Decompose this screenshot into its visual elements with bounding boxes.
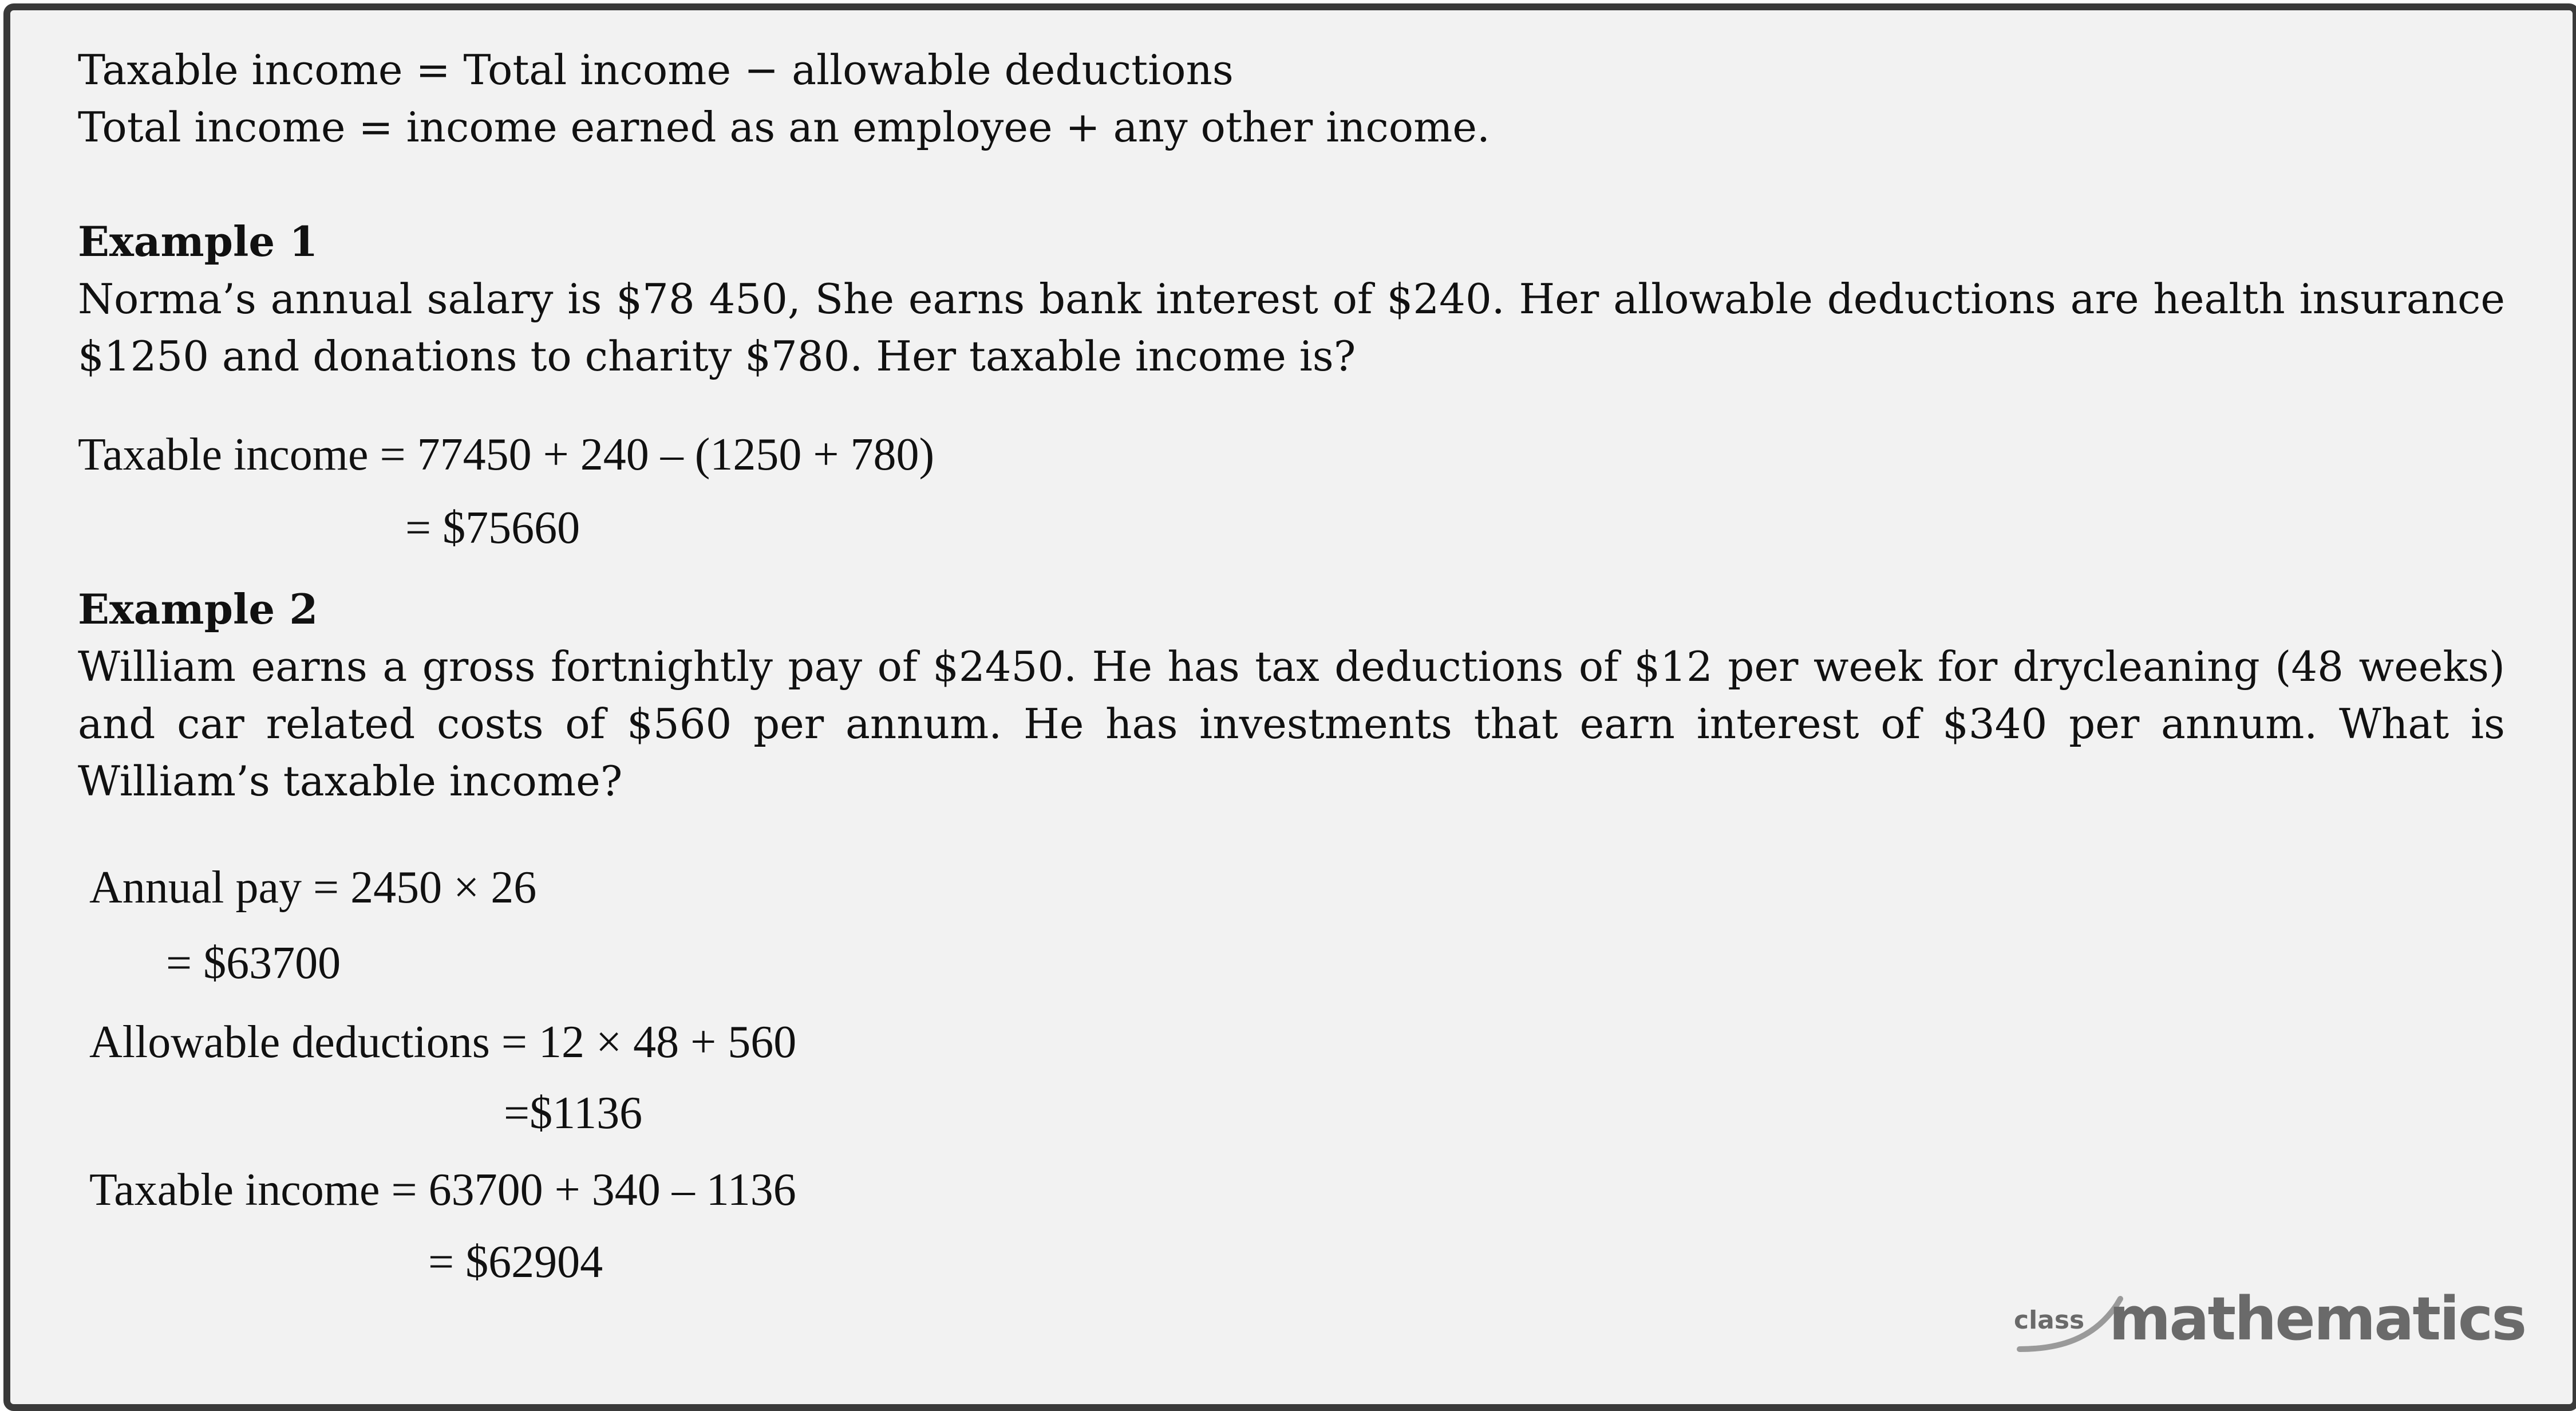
allowable-deductions-line: Allowable deductions = 12 × 48 + 560 (89, 1017, 797, 1067)
example-1-step-2: = $75660 (405, 503, 580, 553)
example-1-step-1: Taxable income = 77450 + 240 – (1250 + 780) (78, 429, 935, 480)
total-income-definition: Total income = income earned as an employee + any other income. (78, 103, 1490, 151)
example-1-heading: Example 1 (78, 217, 318, 266)
annual-pay-result: = $63700 (166, 938, 341, 988)
example-1-problem: Norma’s annual salary is $78 450, She earns bank interest of $240. Her allowable deductions are health insurance $1250 and donations to charity $780. Her taxable income is? (78, 275, 2505, 380)
taxable-income-definition: Taxable income = Total income − allowable deductions (78, 46, 1234, 94)
class-mathematics-logo (2008, 1282, 2526, 1356)
logo-mathematics-text: mathematics (2109, 1284, 2526, 1354)
annual-pay-line: Annual pay = 2450 × 26 (89, 862, 537, 913)
example-2-problem: William earns a gross fortnightly pay of $2450. He has tax deductions of $12 per week for drycleaning (48 weeks) and car related costs of $560 per annum. He has investments that earn interest of $340 per annum. What is William’s taxable income? (78, 643, 2505, 805)
taxable-income-result: = $62904 (428, 1237, 603, 1287)
example-2-heading: Example 2 (78, 585, 318, 633)
allowable-deductions-result: =$1136 (504, 1088, 643, 1138)
content-card (3, 3, 2576, 1411)
taxable-income-line: Taxable income = 63700 + 340 – 1136 (89, 1165, 796, 1215)
logo-class-text: class (2014, 1306, 2085, 1335)
